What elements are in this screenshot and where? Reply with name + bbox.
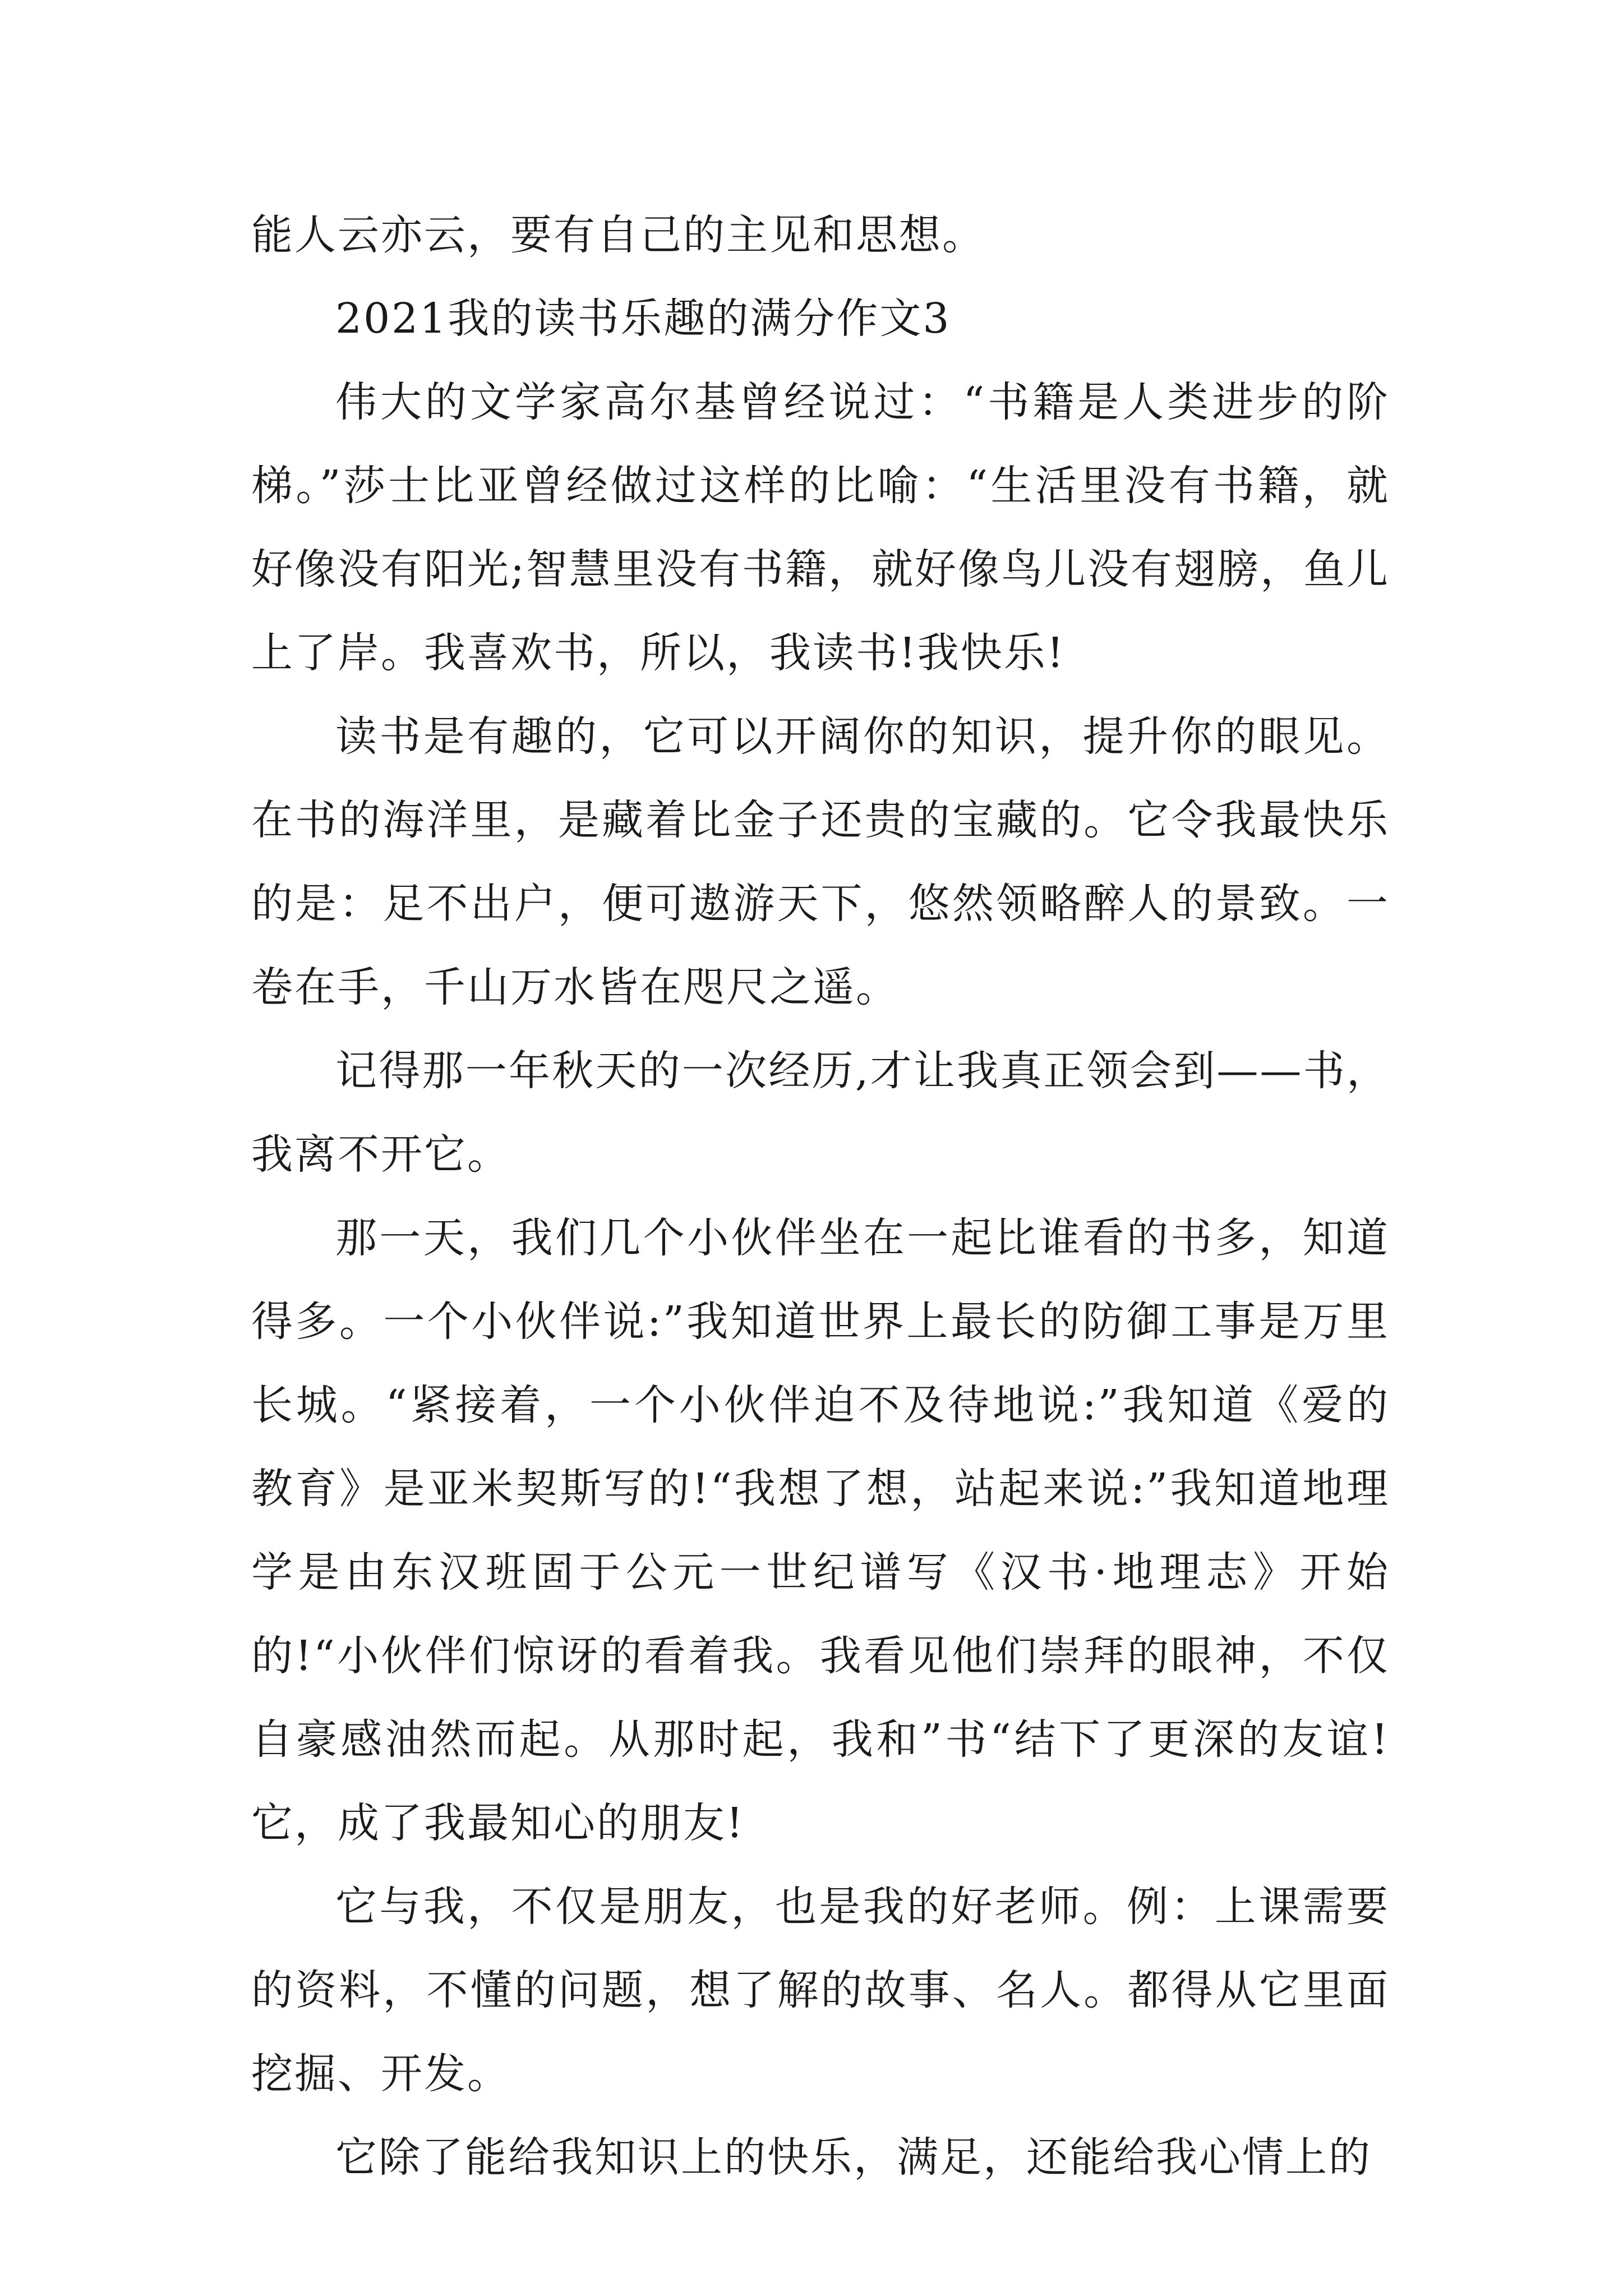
- paragraph-quotes: 伟大的文学家高尔基曾经说过：“书籍是人类进步的阶梯。”莎士比亚曾经做过这样的比喻：“生活里没有书籍，就好像没有阳光;智慧里没有书籍，就好像鸟儿没有翅膀，鱼儿上了岸。我喜欢书，所以，我读书!我快乐!: [251, 378, 1390, 677]
- paragraph-continued: 能人云亦云，要有自己的主见和思想。: [251, 211, 985, 259]
- document-body: [251, 194, 1390, 2200]
- paragraph-autumn-memory: 记得那一年秋天的一次经历,才让我真正领会到——书，我离不开它。: [251, 1047, 1390, 1179]
- paragraph-reading-fun: 读书是有趣的，它可以开阔你的知识，提升你的眼见。在书的海洋里，是藏着比金子还贵的宝藏的。它令我最快乐的是：足不出户，便可遨游天下，悠然领略醉人的景致。一卷在手，千山万水皆在咫尺之遥。: [251, 712, 1390, 1011]
- paragraph-teacher: 它与我，不仅是朋友，也是我的好老师。例：上课需要的资料，不懂的问题，想了解的故事、名人。都得从它里面挖掘、开发。: [251, 1883, 1390, 2098]
- paragraph-friends-contest: 那一天，我们几个小伙伴坐在一起比谁看的书多，知道得多。一个小伙伴说:”我知道世界上最长的防御工事是万里长城。“紧接着，一个小伙伴迫不及待地说:”我知道《爱的教育》是亚米契斯写的!“我想了想，站起来说:”我知道地理学是由东汉班固于公元一世纪谱写《汉书·地理志》开始的!“小伙伴们惊讶的看着我。我看见他们崇拜的眼神，不仅自豪感油然而起。从那时起，我和”书“结下了更深的友谊!它，成了我最知心的朋友!: [251, 1214, 1390, 1847]
- essay-title: 2021我的读书乐趣的满分作文3: [335, 295, 951, 343]
- paragraph-happiness: 它除了能给我知识上的快乐，满足，还能给我心情上的: [335, 2133, 1372, 2182]
